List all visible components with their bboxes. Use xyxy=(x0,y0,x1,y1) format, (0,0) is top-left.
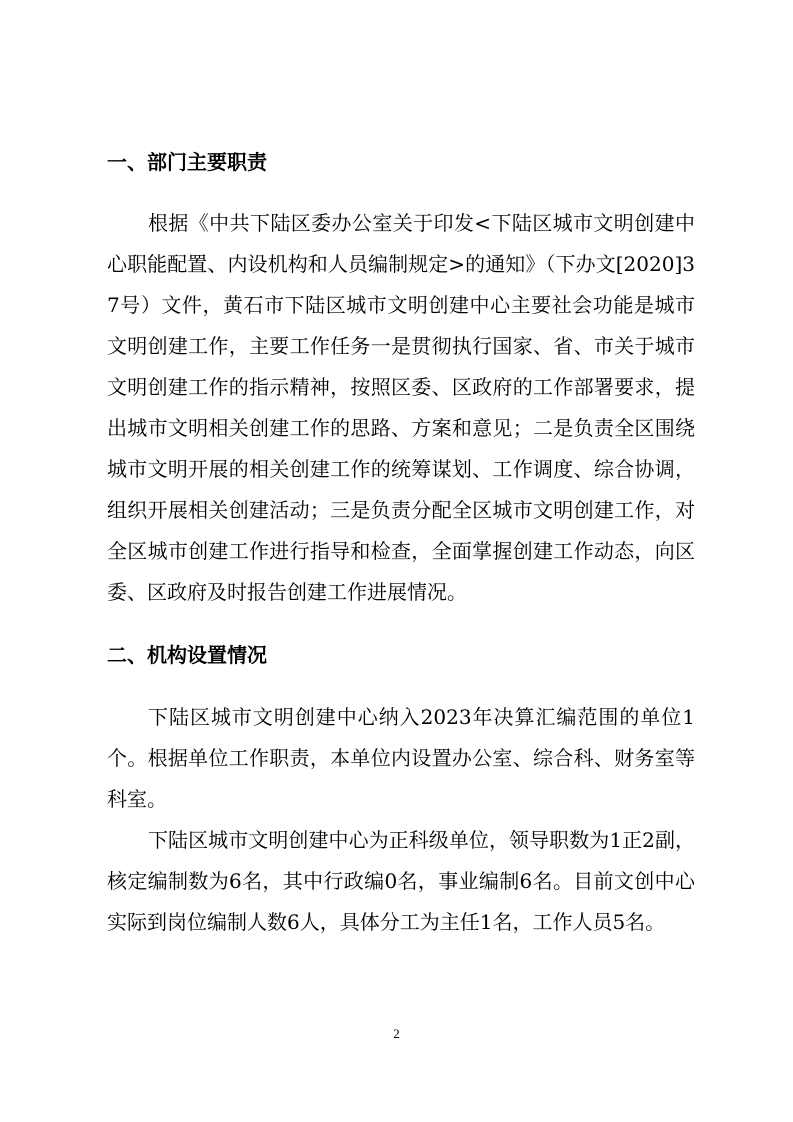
section-heading-department-duties: 一、部门主要职责 xyxy=(107,150,267,174)
page-number: 2 xyxy=(393,1026,400,1041)
paragraph-organization-units: 下陆区城市文明创建中心纳入2023年决算汇编范围的单位1个。根据单位工作职责，本单位内设置办公室、综合科、财务室等科室。 xyxy=(107,705,695,811)
paragraph-staffing: 下陆区城市文明创建中心为正科级单位，领导职数为1正2副，核定编制数为6名，其中行政编0名，事业编制6名。目前文创中心实际到岗位编制人数6人，具体分工为主任1名，工作人员5名。 xyxy=(107,828,695,934)
paragraph-department-duties: 根据《中共下陆区委办公室关于印发<下陆区城市文明创建中心职能配置、内设机构和人员编制规定>的通知》（下办文[2020]37号）文件，黄石市下陆区城市文明创建中心主要社会功能是城市文明创建工作，主要工作任务一是贯彻执行国家、省、市关于城市文明创建工作的指示精神，按照区委、区政府的工作部署要求，提出城市文明相关创建工作的思路、方案和意见；二是负责全区围绕城市文明开展的相关创建工作的统筹谋划、工作调度、综合协调，组织开展相关创建活动；三是负责分配全区城市文明创建工作，对全区城市创建工作进行指导和检查，全面掌握创建工作动态，向区委、区政府及时报告创建工作进展情况。 xyxy=(107,211,695,604)
section-heading-organization-setup: 二、机构设置情况 xyxy=(107,643,267,667)
